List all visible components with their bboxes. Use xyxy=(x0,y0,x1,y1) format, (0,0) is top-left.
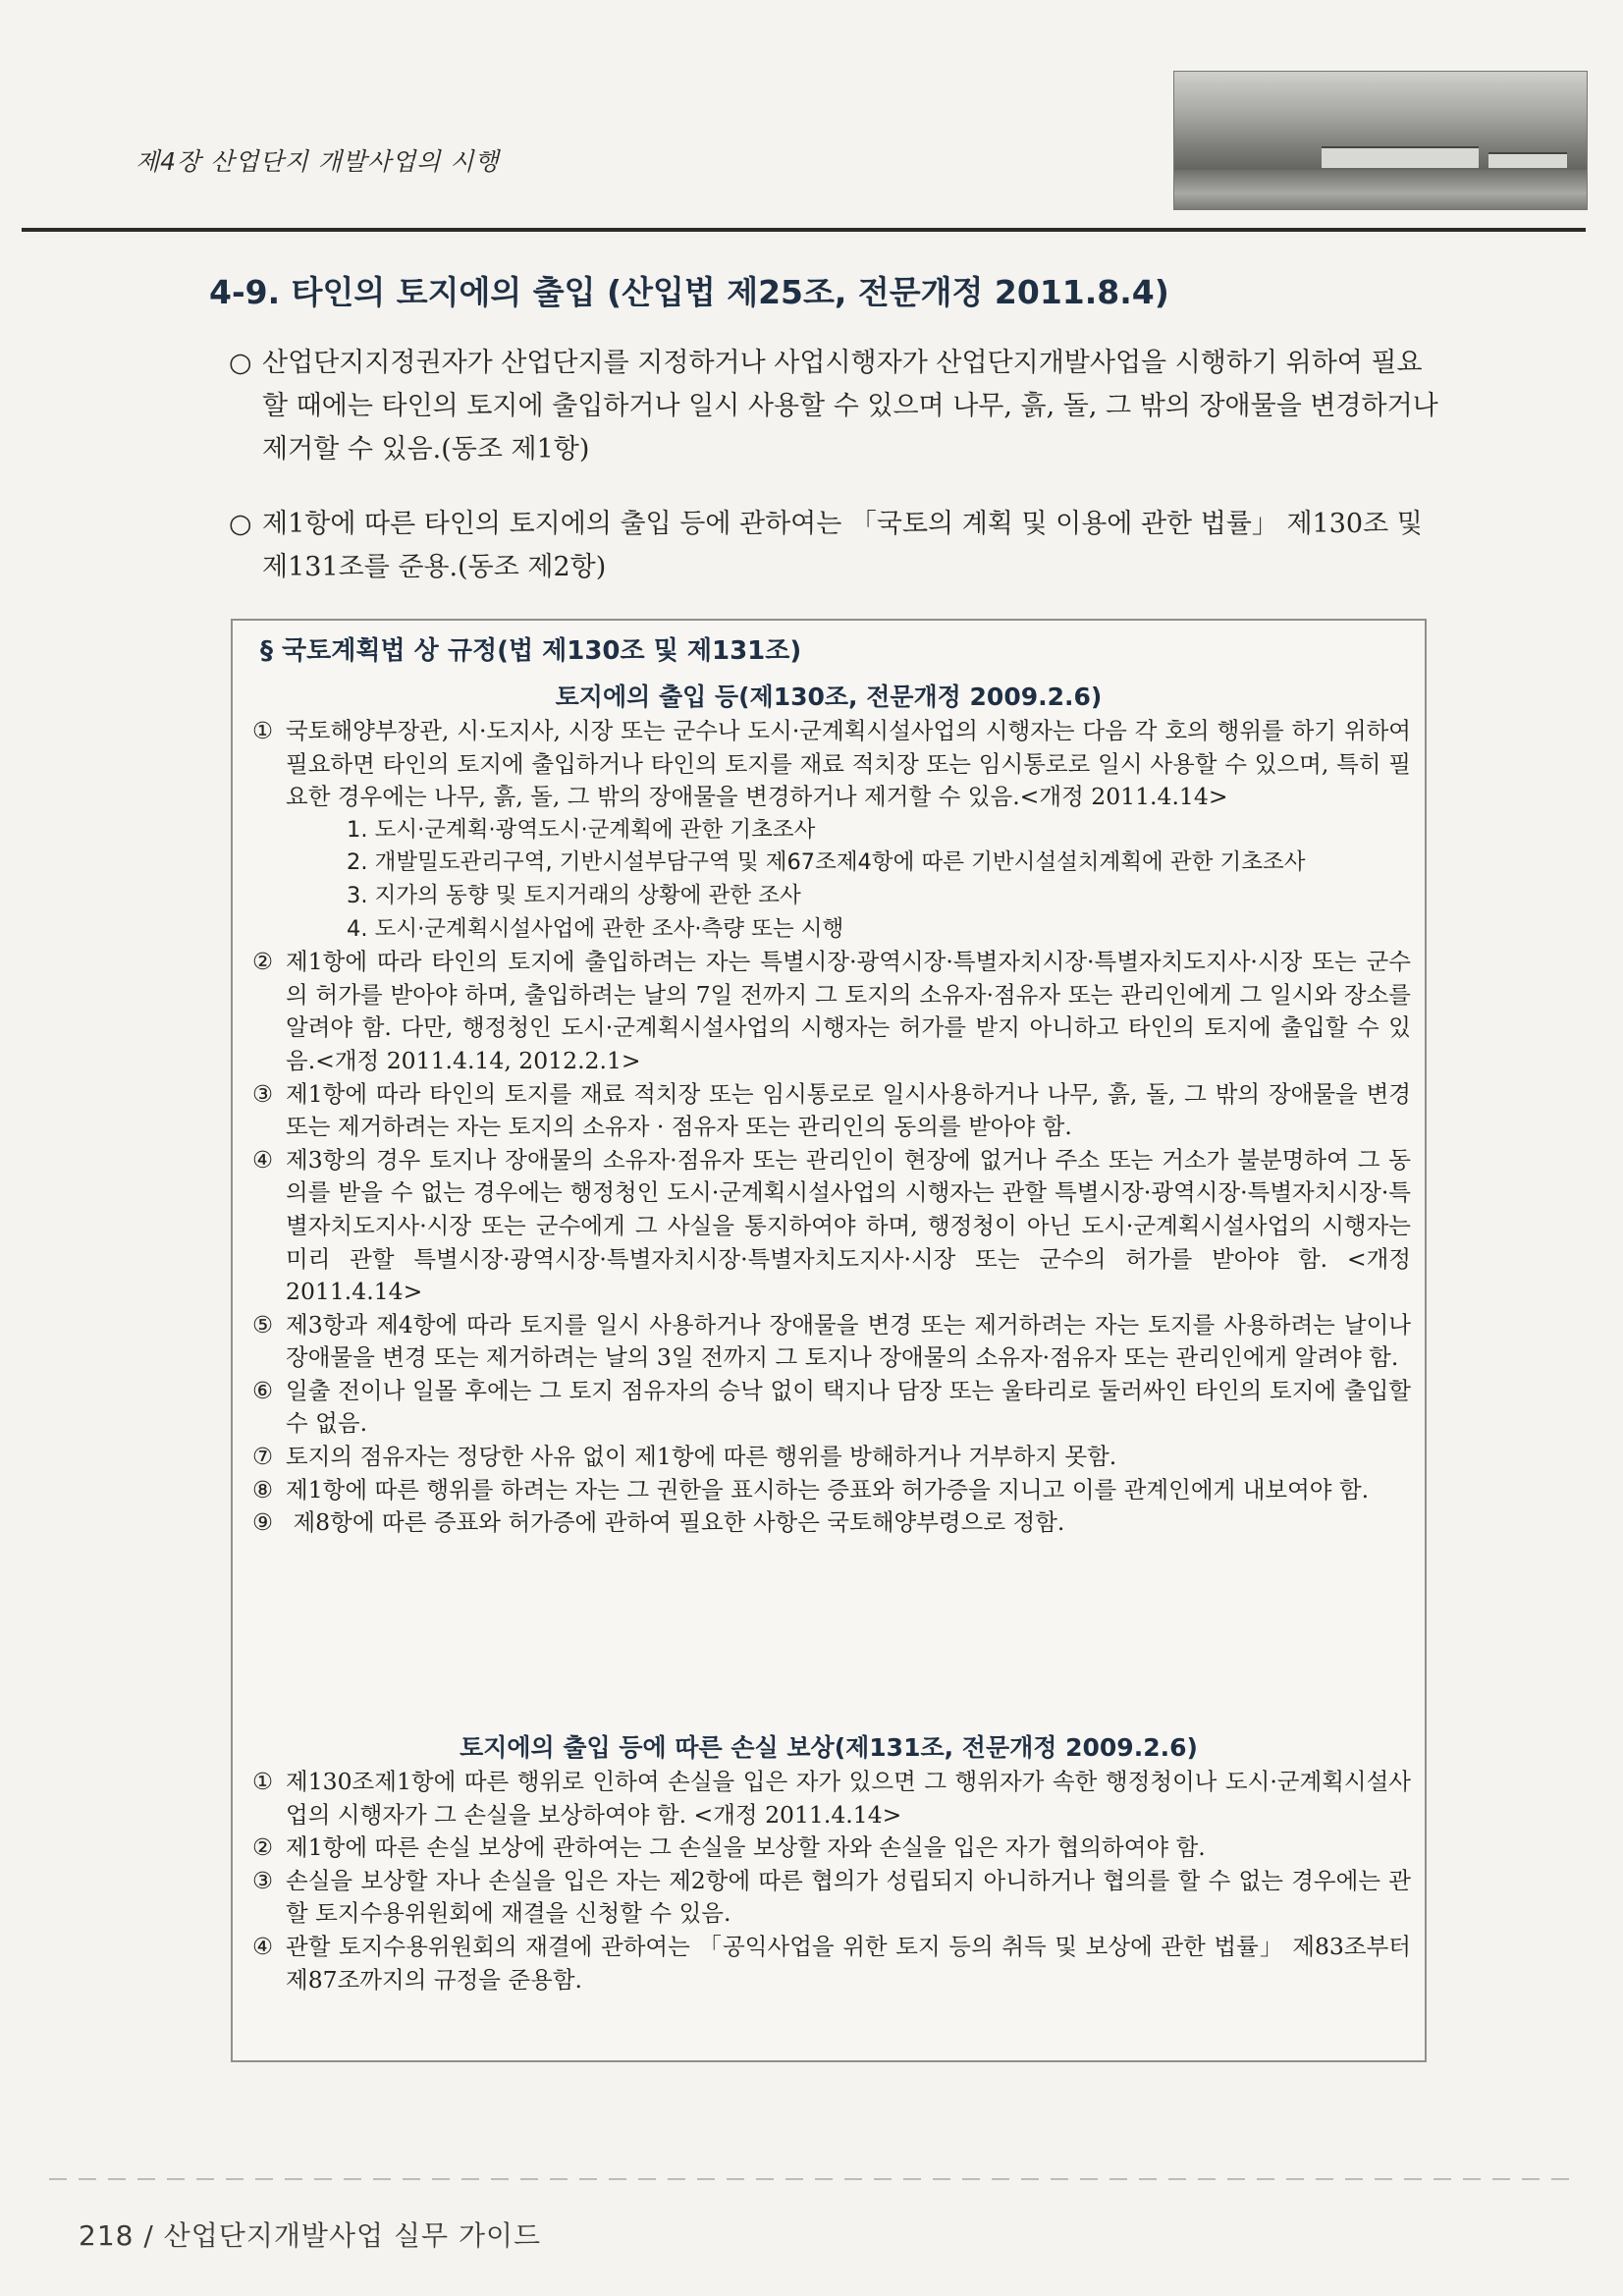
box-title: § 국토계획법 상 규정(법 제130조 및 제131조) xyxy=(260,636,802,666)
chapter-title: 제4장 산업단지 개발사업의 시행 xyxy=(135,147,500,176)
article-130-item-7 xyxy=(252,1441,1411,1474)
item-number: ② xyxy=(252,1833,274,1862)
photo-building xyxy=(1322,146,1479,168)
item-text: 손실을 보상할 자나 손실을 입은 자는 제2항에 따른 협의가 성립되지 아니하거나 협의를 할 수 없는 경우에는 관할 토지수용위원회에 재결을 신청할 수 있음. xyxy=(286,1866,1411,1928)
paragraph-text: 산업단지지정권자가 산업단지를 지정하거나 사업시행자가 산업단지개발사업을 시행하기 위하여 필요할 때에는 타인의 토지에 출입하거나 일시 사용할 수 있으며 나무, 흙, 돌, 그 밖의 장애물을 변경하거나 제거할 수 있음.(동조 제1항) xyxy=(262,348,1438,465)
item-text: 제3항과 제4항에 따라 토지를 일시 사용하거나 장애물을 변경 또는 제거하려는 자는 토지를 사용하려는 날이나 장애물을 변경 또는 제거하려는 날의 3일 전까지 그 토지나 장애물의 소유자·점유자 또는 관리인에게 알려야 함. xyxy=(286,1310,1411,1372)
article-130-title: 토지에의 출입 등(제130조, 전문개정 2009.2.6) xyxy=(555,683,1103,711)
article-130-item-4 xyxy=(252,1144,1411,1309)
item-text: 제1항에 따라 타인의 토지에 출입하려는 자는 특별시장·광역시장·특별자치시장·특별자치도지사·시장 또는 군수의 허가를 받아야 하며, 출입하려는 날의 7일 전까지 그 토지의 소유자·점유자 또는 관리인에게 그 일시와 장소를 알려야 함. 다만, 행정청인 도시·군계획시설사업의 시행자는 허가를 받지 아니하고 타인의 토지에 출입할 수 있음.<개정 2011.4.14, 2012.2.1> xyxy=(286,948,1411,1074)
item-text: 제1항에 따라 타인의 토지를 재료 적치장 또는 임시통로로 일시사용하거나 나무, 흙, 돌, 그 밖의 장애물을 변경 또는 제거하려는 자는 토지의 소유자 · 점유자 또는 관리인의 동의를 받아야 함. xyxy=(286,1079,1411,1141)
item-text: 제8항에 따른 증표와 허가증에 관하여 필요한 사항은 국토해양부령으로 정함. xyxy=(286,1508,1065,1537)
section-heading: 4-9. 타인의 토지에의 출입 (산입법 제25조, 전문개정 2011.8.4) xyxy=(209,273,1169,311)
article-130-item-6 xyxy=(252,1375,1411,1441)
photo-water xyxy=(1174,170,1587,209)
article-130-item-5 xyxy=(252,1309,1411,1375)
law-excerpt-box xyxy=(231,619,1427,2062)
article-130-list xyxy=(252,715,1411,1540)
bullet-paragraph-2 xyxy=(229,503,1446,589)
article-131-item-2 xyxy=(252,1831,1411,1865)
item-number: ④ xyxy=(252,1145,274,1174)
item-number: ⑧ xyxy=(252,1475,274,1503)
item-text: 관할 토지수용위원회의 재결에 관하여는 「공익사업을 위한 토지 등의 취득 및 보상에 관한 법률」 제83조부터 제87조까지의 규정을 준용함. xyxy=(286,1932,1411,1994)
page-footer: 218 / 산업단지개발사업 실무 가이드 xyxy=(79,2219,542,2252)
header-photo xyxy=(1173,71,1588,210)
subitem: 2. 개발밀도관리구역, 기반시설부담구역 및 제67조제4항에 따른 기반시설설치계획에 관한 기초조사 xyxy=(347,849,1306,876)
header-rule xyxy=(22,228,1586,232)
item-text: 제1항에 따른 행위를 하려는 자는 그 권한을 표시하는 증표와 허가증을 지니고 이를 관계인에게 내보여야 함. xyxy=(286,1475,1370,1503)
subitem: 3. 지가의 동향 및 토지거래의 상황에 관한 조사 xyxy=(347,882,801,908)
item-number: ① xyxy=(252,717,274,744)
article-131-item-4 xyxy=(252,1931,1411,1996)
paragraph-text: 제1항에 따른 타인의 토지에의 출입 등에 관하여는 「국토의 계획 및 이용에 관한 법률」 제130조 및 제131조를 준용.(동조 제2항) xyxy=(262,509,1423,582)
article-131-title: 토지에의 출입 등에 따른 손실 보상(제131조, 전문개정 2009.2.6) xyxy=(460,1733,1198,1762)
bullet-mark: ○ xyxy=(229,348,252,378)
article-131-list xyxy=(252,1766,1411,1996)
item-number: ③ xyxy=(252,1079,274,1108)
item-number: ④ xyxy=(252,1932,274,1960)
item-text: 제130조제1항에 따른 행위로 인하여 손실을 입은 자가 있으면 그 행위자가 속한 행정청이나 도시·군계획시설사업의 시행자가 그 손실을 보상하여야 함. <개정 2011.4.14> xyxy=(286,1768,1411,1829)
article-131-item-1 xyxy=(252,1766,1411,1831)
article-130-item-1 xyxy=(252,715,1411,946)
item-number: ⑦ xyxy=(252,1443,274,1471)
item-number: ⑤ xyxy=(252,1310,274,1339)
photo-building xyxy=(1488,152,1567,168)
item-text: 토지의 점유자는 정당한 사유 없이 제1항에 따른 행위를 방해하거나 거부하지 못함. xyxy=(286,1443,1117,1471)
item-number: ⑥ xyxy=(252,1376,274,1404)
item-text: 제3항의 경우 토지나 장애물의 소유자·점유자 또는 관리인이 현장에 없거나 주소 또는 거소가 불분명하여 그 동의를 받을 수 없는 경우에는 행정청인 도시·군계획시설사업의 시행자는 관할 특별시장·광역시장·특별자치시장·특별자치도지사·시장 또는 군수에게 그 사실을 통지하여야 하며, 행정청이 아닌 도시·군계획시설사업의 시행자는 미리 관할 특별시장·광역시장·특별자치시장·특별자치도지사·시장 또는 군수의 허가를 받아야 함. <개정 2011.4.14> xyxy=(286,1145,1411,1306)
article-130-subitems xyxy=(286,814,1411,946)
article-130-item-9 xyxy=(252,1506,1411,1540)
item-text: 일출 전이나 일몰 후에는 그 토지 점유자의 승낙 없이 택지나 담장 또는 울타리로 둘러싸인 타인의 토지에 출입할 수 없음. xyxy=(286,1376,1411,1438)
item-number: ⑨ xyxy=(252,1508,274,1537)
subitem: 4. 도시·군계획시설사업에 관한 조사·측량 또는 시행 xyxy=(347,915,844,942)
item-number: ③ xyxy=(252,1866,274,1894)
subitem: 1. 도시·군계획·광역도시·군계획에 관한 기초조사 xyxy=(347,816,816,843)
bullet-paragraph-1 xyxy=(229,342,1446,471)
bullet-mark: ○ xyxy=(229,509,252,539)
article-131-item-3 xyxy=(252,1865,1411,1931)
article-130-item-8 xyxy=(252,1474,1411,1507)
item-text: 제1항에 따른 손실 보상에 관하여는 그 손실을 보상할 자와 손실을 입은 자가 협의하여야 함. xyxy=(286,1833,1206,1862)
footer-divider xyxy=(49,2178,1581,2180)
item-number: ② xyxy=(252,948,274,976)
article-130-item-3 xyxy=(252,1078,1411,1144)
article-130-item-2 xyxy=(252,946,1411,1077)
page-header xyxy=(0,0,1623,241)
item-number: ① xyxy=(252,1768,274,1795)
item-text: 국토해양부장관, 시·도지사, 시장 또는 군수나 도시·군계획시설사업의 시행자는 다음 각 호의 행위를 하기 위하여 필요하면 타인의 토지에 출입하거나 타인의 토지를 재료 적치장 또는 임시통로로 일시 사용할 수 있으며, 특히 필요한 경우에는 나무, 흙, 돌, 그 밖의 장애물을 변경하거나 제거할 수 있음.<개정 2011.4.14> xyxy=(286,717,1411,811)
